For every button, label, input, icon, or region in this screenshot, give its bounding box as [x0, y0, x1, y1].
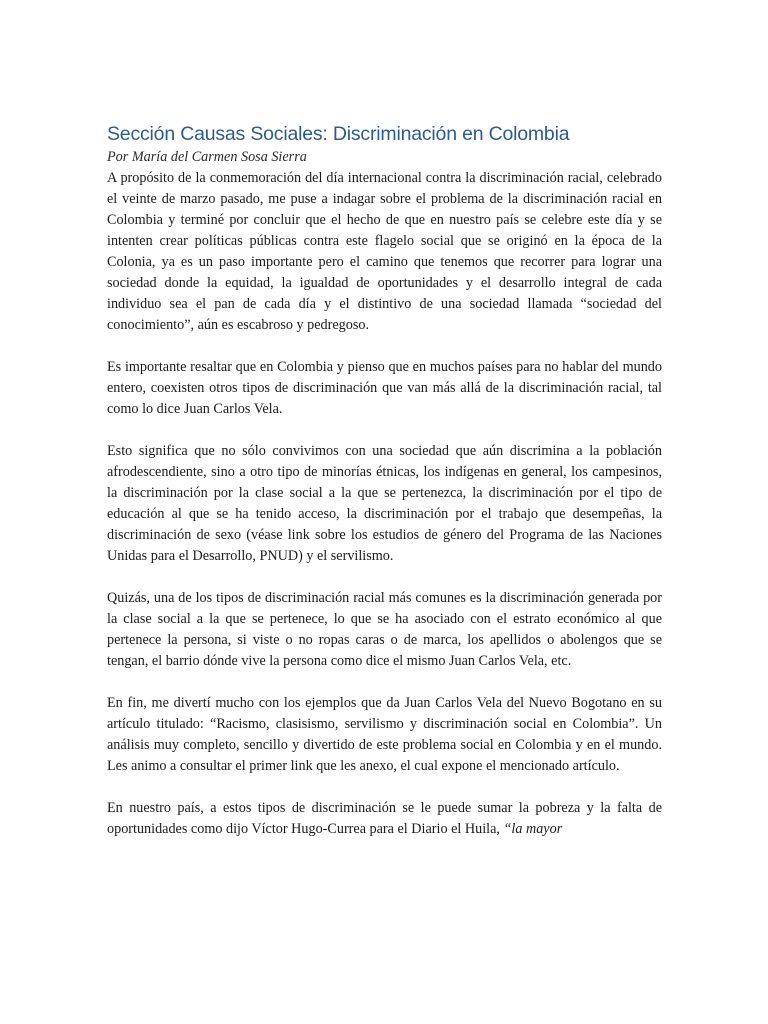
- paragraph-4: Quizás, una de los tipos de discriminación racial más comunes es la discriminación generada por la clase social a la que se pertenece, lo que se ha asociado con el estrato económico al que pertenece la persona, si viste o no ropas caras o de marca, los apellidos o abolengos que se tengan, el barrio dónde vive la persona como dice el mismo Juan Carlos Vela, etc.: [107, 590, 662, 669]
- paragraph-6-quote: “la mayor: [503, 821, 563, 837]
- paragraph-6: [107, 798, 662, 840]
- paragraph-5: En fin, me divertí mucho con los ejemplos que da Juan Carlos Vela del Nuevo Bogotano en su artículo titulado: “Racismo, clasisismo, servilismo y discriminación social en Colombia”. Un análisis muy completo, sencillo y divertido de este problema social en Colombia y en el mundo. Les animo a consultar el primer link que les anexo, el cual expone el mencionado artículo.: [107, 695, 662, 774]
- paragraph-1: A propósito de la conmemoración del día internacional contra la discriminación racial, celebrado el veinte de marzo pasado, me puse a indagar sobre el problema de la discriminación racial en Colombia y terminé por concluir que el hecho de que en nuestro país se celebre este día y se intenten crear políticas públicas contra este flagelo social que se originó en la época de la Colonia, ya es un paso importante pero el camino que tenemos que recorrer para lograr una sociedad donde la equidad, la igualdad de oportunidades y el desarrollo integral de cada individuo sea el pan de cada día y el distintivo de una sociedad llamada “sociedad del conocimiento”, aún es escabroso y pedregoso.: [107, 170, 662, 333]
- document-author: Por María del Carmen Sosa Sierra: [107, 149, 307, 165]
- document-title: Sección Causas Sociales: Discriminación en Colombia: [107, 123, 570, 145]
- paragraph-3: Esto significa que no sólo convivimos con una sociedad que aún discrimina a la población afrodescendiente, sino a otro tipo de minorías étnicas, los indígenas en general, los campesinos, la discriminación por la clase social a la que se pertenezca, la discriminación por el tipo de educación al que se ha tenido acceso, la discriminación por el trabajo que desempeñas, la discriminación de sexo (véase link sobre los estudios de género del Programa de las Naciones Unidas para el Desarrollo, PNUD) y el servilismo.: [107, 443, 662, 564]
- paragraph-6-text: En nuestro país, a estos tipos de discriminación se le puede sumar la pobreza y la falta de oportunidades como dijo Víctor Hugo-Currea para el Diario el Huila,: [107, 800, 662, 837]
- document-page: [107, 118, 662, 861]
- paragraph-2: Es importante resaltar que en Colombia y pienso que en muchos países para no hablar del mundo entero, coexisten otros tipos de discriminación que van más allá de la discriminación racial, tal como lo dice Juan Carlos Vela.: [107, 359, 662, 417]
